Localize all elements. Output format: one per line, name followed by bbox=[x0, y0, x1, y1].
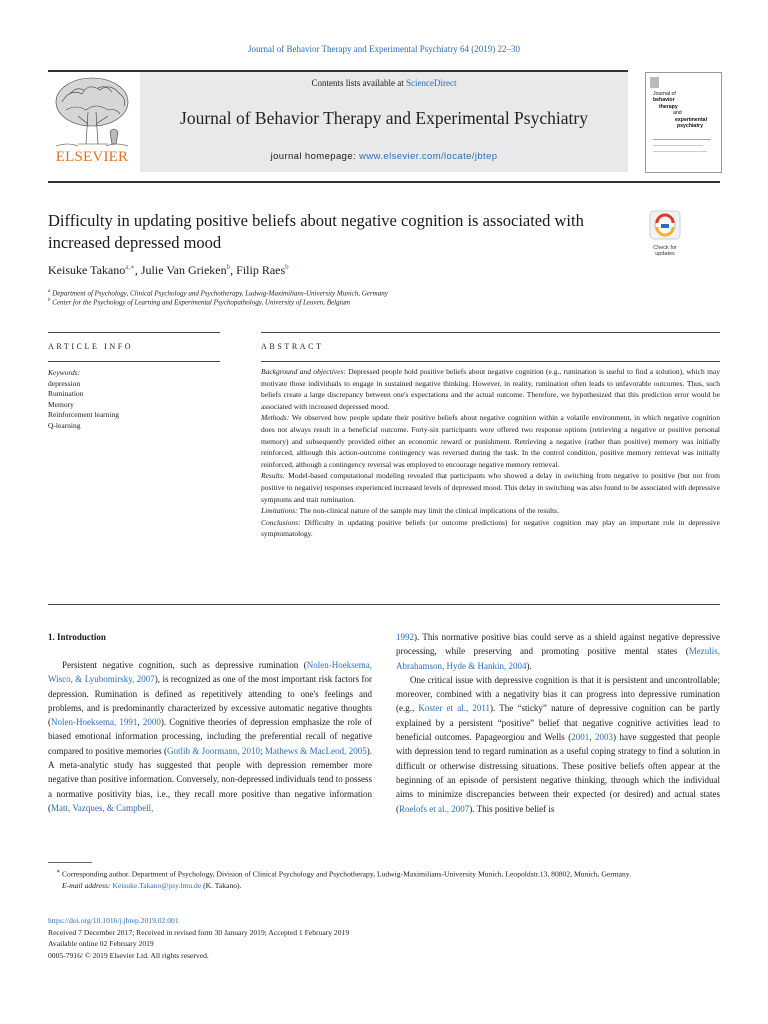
journal-cover-thumbnail[interactable] bbox=[645, 72, 722, 173]
body-paragraph: One critical issue with depressive cognition is that it is persistent and uncontrollable; moreover, combined with a negativity bias it can progress into depressive rumination (e.g., Koster et al., 2011). The “sticky” nature of depressive cognition can be partly explained by a persistent “positive” belief that negative cognitive activities lead to beneficial outcomes. Papageorgiou and Wells (2001, 2003) have suggested that people with depression tend to regard rumination as a useful coping strategy to find a solution in difficult or otherwise distressing situations. These positive beliefs often appear at the beginning of an episode of persistent negative thinking, through which the individual aims to minimize discrepancies between their expected (or desired) and actual states (Roelofs et al., 2007). This positive belief is bbox=[396, 674, 721, 814]
footnote-rule bbox=[48, 862, 92, 863]
contents-line bbox=[140, 78, 628, 88]
citation-link[interactable]: Mathews & MacLeod, 2005 bbox=[264, 745, 367, 756]
article-info-mid-rule bbox=[48, 361, 220, 362]
author-separator: , bbox=[134, 263, 141, 277]
banner-bottom-rule bbox=[48, 181, 720, 183]
article-info-heading: ARTICLE INFO bbox=[48, 342, 134, 351]
body-paragraph: Persistent negative cognition, such as depressive rumination (Nolen-Hoeksema, Wisco, & Lyubomirsky, 2007), is recognized as one of the most important risk factors for depression. Rumination is defined as repetitively attending to one's feelings and problems, and is predominantly characterized by excessive automatic negative thoughts (Nolen-Hoeksema, 1991, 2000). Cognitive theories of depression emphasize the role of biased emotional information processing, including the preferential recall of negative compared to positive memories (Gotlib & Joormann, 2010; Mathews & MacLeod, 2005). A meta-analytic study has suggested that people with depression remember more negative than positive information. Conversely, non-depressed individuals tend to possess a normative positivity bias, i.e., they recall more positive than negative information (Matt, Vazques, & Campbell, bbox=[48, 660, 373, 813]
citation-link[interactable]: 2001 bbox=[571, 732, 590, 743]
affiliation bbox=[48, 298, 350, 306]
abstract-paragraph bbox=[261, 517, 720, 540]
author-affiliation-marker[interactable]: b bbox=[285, 263, 289, 271]
copyright: 0005-7916/ © 2019 Elsevier Ltd. All rights reserved. bbox=[48, 950, 209, 960]
journal-title: Journal of Behavior Therapy and Experimental Psychiatry bbox=[180, 108, 588, 128]
citation-link[interactable]: 2003 bbox=[594, 732, 613, 743]
abstract-label: Conclusions: bbox=[261, 517, 301, 527]
corresponding-author-footnote bbox=[48, 867, 720, 892]
author-affiliation-marker[interactable]: b bbox=[226, 263, 231, 271]
affiliation bbox=[48, 289, 388, 297]
author-separator: , bbox=[230, 263, 237, 277]
author[interactable]: Filip Raes bbox=[236, 263, 286, 277]
citation-link[interactable]: Gotlib & Joormann, 2010 bbox=[167, 745, 260, 756]
abstract-text: Difficulty in updating positive beliefs (or outcome predictions) for negative cognition may play an important role in depressive symptomatology. bbox=[261, 517, 721, 539]
abstract-body bbox=[261, 366, 720, 540]
abstract-paragraph bbox=[261, 470, 720, 505]
citation-link[interactable]: Nolen-Hoeksema, 1991 bbox=[51, 717, 138, 728]
crossmark-icon bbox=[644, 210, 686, 240]
keyword: Memory bbox=[48, 399, 74, 409]
author-list bbox=[48, 263, 289, 278]
journal-homepage-line bbox=[140, 151, 628, 162]
email-suffix: (K. Takano). bbox=[203, 881, 242, 891]
abstract-paragraph bbox=[261, 366, 720, 412]
homepage-prefix: journal homepage: bbox=[270, 151, 360, 162]
abstract-paragraph bbox=[261, 505, 720, 517]
body-paragraph: 1992). This normative positive bias could serve as a shield against negative depressive processing, while preserving and promoting positive mental states (Mezulis, Abrahamson, Hyde & Hankin, 2004). bbox=[396, 632, 720, 671]
author[interactable]: Keisuke Takano bbox=[48, 263, 126, 277]
body-column-left bbox=[48, 658, 372, 815]
keyword: Q-learning bbox=[48, 420, 81, 430]
affiliation-marker: a bbox=[48, 289, 51, 294]
abstract-label: Background and objectives: bbox=[261, 367, 346, 376]
citation-link[interactable]: Roelofs et al., 2007 bbox=[399, 803, 470, 814]
article-info-top-rule bbox=[48, 332, 220, 333]
cover-title: Journal of behavior therapy and experimental psychiatry bbox=[653, 91, 708, 130]
citation-link[interactable]: Nolen-Hoeksema, Wisco, & Lyubomirsky, 2007 bbox=[48, 660, 372, 685]
crossmark-label: Check for updates bbox=[653, 245, 677, 257]
keyword: Rumination bbox=[48, 389, 84, 399]
affiliation-marker: b bbox=[48, 298, 51, 303]
abstract-text: Model-based computational modeling revealed that participants who showed a delay in switching from negative to positive (but not from positive to negative) responses experienced increased levels of depressed mood. This delay in switching was also found to be associated with depressive symptoms and trait rumination. bbox=[261, 471, 721, 504]
available-online: Available online 02 February 2019 bbox=[48, 939, 154, 949]
journal-reference[interactable]: Journal of Behavior Therapy and Experimental Psychiatry 64 (2019) 22–30 bbox=[247, 44, 521, 54]
keywords-block bbox=[48, 368, 228, 432]
keywords-label: Keywords: bbox=[48, 368, 81, 377]
abstract-label: Limitations: bbox=[261, 506, 298, 516]
affiliation-text: Center for the Psychology of Learning and Experimental Psychopathology, University of Leuven, Belgium bbox=[52, 298, 351, 307]
abstract-text: Depressed people hold positive beliefs about negative cognition (e.g., rumination is useful to find a solution), which may motivate those individuals to engage in sustained negative thinking. However, in reality, rumination often leads to unfavorable outcomes. Thus, such beliefs create a large discrepancy between one's expectations and the actual outcome. Therefore, we hypothesized that this prediction error would be associated with increased depressed mood. bbox=[261, 367, 721, 411]
article-title: Difficulty in updating positive beliefs about negative cognition is associated with increased depressed mood bbox=[48, 211, 584, 252]
affiliation-text: Department of Psychology, Clinical Psychology and Psychotherapy, Ludwig-Maximilians-University Munich, Germany bbox=[52, 289, 388, 298]
citation-link[interactable]: Matt, Vazques, & Campbell, bbox=[51, 802, 154, 813]
footnote-marker: ∗ bbox=[56, 869, 61, 875]
doi-link[interactable]: https://doi.org/10.1016/j.jbtep.2019.02.001 bbox=[48, 916, 179, 925]
check-for-updates-badge[interactable] bbox=[644, 210, 686, 258]
keyword: Reinforcement learning bbox=[48, 410, 120, 420]
cover-line bbox=[653, 151, 707, 152]
abstract-top-rule bbox=[261, 332, 720, 333]
publisher-wordmark: ELSEVIER bbox=[55, 149, 129, 165]
citation-link[interactable]: 1992 bbox=[396, 632, 414, 642]
journal-header-box bbox=[140, 72, 628, 172]
abstract-label: Results: bbox=[261, 471, 286, 481]
body-column-right bbox=[396, 630, 720, 816]
abstract-bottom-rule bbox=[48, 604, 720, 605]
sciencedirect-link[interactable]: ScienceDirect bbox=[406, 78, 457, 88]
cover-line bbox=[653, 139, 711, 140]
abstract-text: The non-clinical nature of the sample may limit the clinical implications of the results. bbox=[299, 506, 559, 516]
email-link[interactable]: Keisuke.Takano@psy.lmu.de bbox=[112, 881, 202, 891]
journal-homepage-link[interactable]: www.elsevier.com/locate/jbtep bbox=[359, 151, 498, 162]
abstract-mid-rule bbox=[261, 361, 720, 362]
publication-info bbox=[48, 915, 720, 961]
received-dates: Received 7 December 2017; Received in revised form 30 January 2019; Accepted 1 February 2019 bbox=[48, 927, 350, 937]
cover-line bbox=[653, 145, 703, 146]
footnote-text: Corresponding author. Department of Psychology, Division of Clinical Psychology and Psychotherapy, Ludwig-Maximilians-University Munich, Leopoldstr.13, 80802, Munich, Germany. bbox=[61, 869, 632, 879]
abstract-label: Methods: bbox=[261, 413, 290, 423]
journal-banner bbox=[48, 72, 628, 172]
abstract-paragraph bbox=[261, 412, 720, 470]
citation-link[interactable]: Mezulis, Abrahamson, Hyde & Hankin, 2004 bbox=[396, 646, 720, 671]
cover-emblem bbox=[650, 77, 659, 88]
abstract-heading: ABSTRACT bbox=[261, 342, 324, 351]
keyword: depression bbox=[48, 378, 81, 388]
abstract-text: We observed how people update their positive beliefs about negative cognition within a volatile environment, in which negative cognition does not always result in a beneficial outcome. Forty-six participants were offered two response options (retrieving a negative or positive personal memory) and subsequently provided either an economic reward or punishment. Retrieving a negative (rather than positive) memory was initially reinforced, although this action-outcome contingency was reversed during the task. In the control condition, positive memory retrieval was initially reinforced, although a contingency reversal was employed to encourage negative memory retrieval. bbox=[261, 413, 720, 469]
author-affiliation-marker[interactable]: a,∗ bbox=[125, 263, 135, 271]
contents-prefix: Contents lists available at bbox=[311, 78, 406, 88]
author[interactable]: Julie Van Grieken bbox=[140, 263, 227, 277]
citation-link[interactable]: 2000 bbox=[142, 717, 161, 728]
email-label: E-mail address: bbox=[62, 881, 111, 891]
citation-link[interactable]: Koster et al., 2011 bbox=[418, 703, 491, 714]
section-heading-introduction: 1. Introduction bbox=[48, 632, 106, 642]
